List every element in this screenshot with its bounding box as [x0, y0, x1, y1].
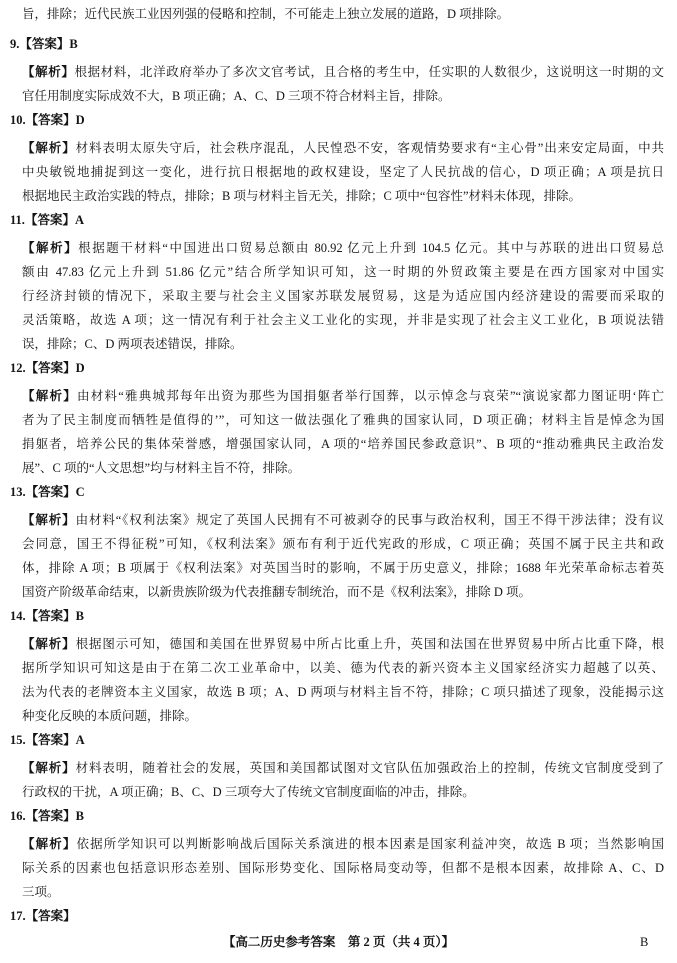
question-15: [0, 728, 677, 804]
analysis-text: 三项。: [22, 885, 60, 899]
answer-value: B: [75, 609, 84, 623]
analysis-line: [22, 184, 664, 208]
continuation-text: 旨，排除；近代民族工业因列强的侵略和控制，不可能走上独立发展的道路，D 项排除。: [22, 7, 510, 21]
answer-value: A: [75, 733, 85, 747]
answer-label: 【答案】: [25, 361, 76, 375]
answer-value: C: [75, 485, 85, 499]
analysis-label: 【解析】: [22, 637, 76, 651]
analysis-text: 官任用制度实际成效不大，B 项正确；A、C、D 三项不符合材料主旨，排除。: [22, 89, 451, 103]
analysis-text: 会同意，国王不得征税”可知，《权利法案》颁布有利于近代宪政的形成，C 项正确；英国不属于民主共和政: [22, 537, 664, 551]
analysis-line: [22, 856, 664, 880]
analysis-text: 根据材料，北洋政府举办了多次文官考试，且合格的考生中，任实职的人数很少，这说明这一时期的文: [74, 65, 664, 79]
analysis-label: 【解析】: [22, 141, 76, 155]
answer-line: [0, 480, 677, 504]
analysis-line: [22, 236, 664, 260]
analysis-text: 材料表明太原失守后，社会秩序混乱，人民惶恐不安，客观情势要求有“主心骨”出来安定局面，中共: [75, 141, 664, 155]
analysis-text: 展”、C 项的“人文思想”均与材料主旨不符，排除。: [22, 461, 301, 475]
analysis-text: 根据题干材料“中国进出口贸易总额由 80.92 亿元上升到 104.5 亿元。其中与苏联的进出口贸易总: [78, 241, 664, 255]
analysis-text: 根据地民主政治实践的特点，排除；B 项与材料主旨无关，排除；C 项中“包容性”材料未体现，排除。: [22, 189, 582, 203]
footer-title: 【高二历史参考答案 第 2 页（共 4 页）】: [222, 935, 455, 949]
answer-label: 【答案】: [25, 609, 76, 623]
answer-value: D: [75, 113, 85, 127]
analysis-label: 【解析】: [22, 761, 76, 775]
analysis-line: [22, 136, 664, 160]
analysis-text: 行政权的干扰，A 项正确；B、C、D 三项夸大了传统文官制度面临的冲击，排除。: [22, 785, 475, 799]
question-14: [0, 604, 677, 728]
answer-value: A: [74, 213, 84, 227]
analysis-line: [22, 284, 664, 308]
analysis-line: [22, 532, 664, 556]
question-17: [0, 904, 677, 928]
question-10: [0, 108, 677, 208]
answer-label: 【答案】: [25, 909, 76, 923]
analysis-label: 【解析】: [22, 389, 77, 403]
analysis-text: 据所学知识可知这是由于在第二次工业革命中，以美、德为代表的新兴资本主义国家经济实力超越了以英、: [22, 661, 664, 675]
analysis-line: [22, 580, 664, 604]
analysis-text: 由材料“《权利法案》规定了英国人民拥有不可被剥夺的民事与政治权利，国王不得干涉法律；没有议: [75, 513, 664, 527]
analysis-text: 际关系的因素也包括意识形态差别、国际形势变化、国际格局变动等，但都不是根本因素，故排除 A、C、D: [22, 861, 664, 875]
question-number: 17.: [10, 909, 26, 923]
analysis-line: [22, 60, 664, 84]
analysis-line: [22, 384, 664, 408]
question-number: 10.: [10, 113, 26, 127]
answer-label: 【答案】: [25, 809, 76, 823]
analysis-label: 【解析】: [22, 65, 75, 79]
question-number: 9.: [10, 37, 20, 51]
question-11: [0, 208, 677, 356]
question-number: 12.: [10, 361, 26, 375]
answer-key-page: [0, 2, 677, 932]
analysis-label: 【解析】: [22, 241, 79, 255]
analysis-text: 体，排除 A 项；B 项属于《权利法案》对英国当时的影响，不属于历史意义，排除；1688 年光荣革命标志着英: [22, 561, 664, 575]
page-footer: [0, 930, 677, 954]
analysis-line: [22, 332, 664, 356]
analysis-line: [22, 832, 664, 856]
analysis-line: [22, 556, 664, 580]
analysis-text: 捐躯者，培养公民的集体荣誉感，增强国家认同，A 项的“培养国民参政意识”、B 项的“推动雅典民主政治发: [22, 437, 664, 451]
answer-label: 【答案】: [24, 213, 75, 227]
analysis-text: 种变化反映的本质问题，排除。: [22, 709, 198, 723]
analysis-text: 灵活策略，故选 A 项；这一情况有利于社会主义工业化的实现，并非是实现了社会主义工业化，B 项说法错: [22, 313, 664, 327]
analysis-line: [22, 308, 664, 332]
question-number: 11.: [10, 213, 25, 227]
analysis-text: 根据图示可知，德国和美国在世界贸易中所占比重上升，英国和法国在世界贸易中所占比重下降，根: [75, 637, 664, 651]
analysis-text: 中央敏锐地捕捉到这一变化，进行抗日根据地的政权建设，坚定了人民抗战的信心，D 项正确；A 项是抗日: [22, 165, 664, 179]
analysis-line: [22, 656, 664, 680]
answer-line: [0, 108, 677, 132]
question-number: 14.: [10, 609, 26, 623]
paper-version: B: [640, 935, 649, 949]
answer-label: 【答案】: [19, 37, 70, 51]
analysis-line: [22, 680, 664, 704]
analysis-text: 者为了民主制度而牺牲是值得的’”，可知这一做法强化了雅典的国家认同，D 项正确；材料主旨是悼念为国: [22, 413, 664, 427]
answer-line: [0, 208, 677, 232]
analysis-text: 额由 47.83 亿元上升到 51.86 亿元”结合所学知识可知，这一时期的外贸政策主要是在西方国家对中国实: [22, 265, 664, 279]
analysis-line: [22, 160, 664, 184]
answer-label: 【答案】: [25, 113, 76, 127]
answer-value: D: [75, 361, 85, 375]
answer-label: 【答案】: [25, 733, 76, 747]
analysis-text: 法为代表的老牌资本主义国家，故选 B 项；A、D 两项与材料主旨不符，排除；C 项只描述了现象，没能揭示这: [22, 685, 664, 699]
analysis-text: 国资产阶级革命结束，以新贵族阶级为代表推翻专制统治，而不是《权利法案》，排除 D 项。: [22, 585, 532, 599]
analysis-line: [22, 456, 664, 480]
answer-value: B: [69, 37, 78, 51]
analysis-text: 行经济封锁的情况下，采取主要与社会主义国家苏联发展贸易，这是为适应国内经济建设的需要而采取的: [22, 289, 664, 303]
question-13: [0, 480, 677, 604]
answer-line: [0, 604, 677, 628]
analysis-text: 材料表明，随着社会的发展，英国和美国都试图对文官队伍加强政治上的控制，传统文官制度受到了: [75, 761, 664, 775]
answer-value: B: [75, 809, 84, 823]
question-12: [0, 356, 677, 480]
analysis-text: 依据所学知识可以判断影响战后国际关系演进的根本因素是国家利益冲突，故选 B 项；当然影响国: [76, 837, 664, 851]
analysis-line: [22, 84, 664, 108]
question-list: [0, 32, 677, 928]
analysis-line: [22, 508, 664, 532]
analysis-line: [22, 408, 664, 432]
answer-line: [0, 804, 677, 828]
analysis-text: 由材料“雅典城邦每年出资为那些为国捐躯者举行国葬，以示悼念与哀荣”“演说家都力图证明‘阵亡: [77, 389, 664, 403]
analysis-text: 误，排除；C、D 两项表述错误，排除。: [22, 337, 243, 351]
analysis-line: [22, 260, 664, 284]
analysis-line: [22, 432, 664, 456]
question-number: 15.: [10, 733, 26, 747]
analysis-line: [22, 780, 664, 804]
analysis-line: [22, 880, 664, 904]
question-number: 16.: [10, 809, 26, 823]
answer-line: [0, 356, 677, 380]
answer-line: [0, 904, 677, 928]
answer-line: [0, 32, 677, 56]
question-16: [0, 804, 677, 904]
analysis-label: 【解析】: [22, 513, 76, 527]
answer-line: [0, 728, 677, 752]
analysis-line: [22, 632, 664, 656]
question-9: [0, 32, 677, 108]
answer-label: 【答案】: [25, 485, 76, 499]
question-number: 13.: [10, 485, 26, 499]
analysis-line: [22, 756, 664, 780]
analysis-line: [22, 704, 664, 728]
analysis-label: 【解析】: [22, 837, 77, 851]
